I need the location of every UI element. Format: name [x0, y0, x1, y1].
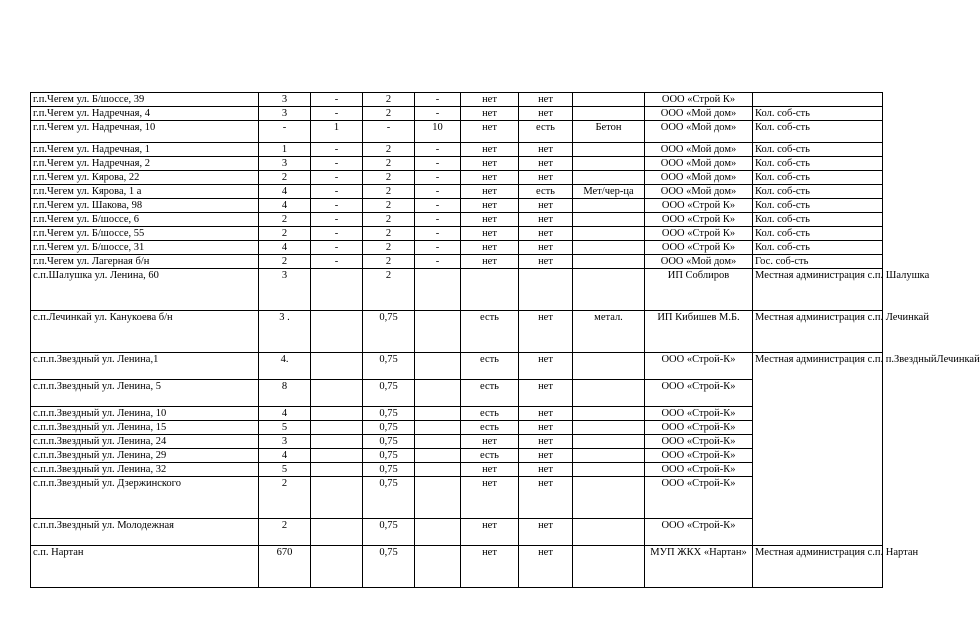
- ownership-cell: Кол. соб-сть: [753, 171, 883, 185]
- address-cell: г.п.Чегем ул. Надречная, 2: [31, 157, 259, 171]
- material-cell: [573, 519, 645, 546]
- value-cell: нет: [461, 213, 519, 227]
- address-cell: с.п.п.Звездный ул. Ленина, 10: [31, 407, 259, 421]
- value-cell: -: [311, 157, 363, 171]
- value-cell: 2: [363, 93, 415, 107]
- value-cell: есть: [461, 311, 519, 353]
- value-cell: нет: [461, 546, 519, 588]
- value-cell: 1: [259, 143, 311, 157]
- material-cell: [573, 227, 645, 241]
- address-cell: г.п.Чегем ул. Б/шоссе, 6: [31, 213, 259, 227]
- value-cell: 2: [363, 107, 415, 121]
- material-cell: [573, 241, 645, 255]
- value-cell: нет: [519, 157, 573, 171]
- operator-cell: ООО «Строй-К»: [645, 435, 753, 449]
- value-cell: есть: [461, 421, 519, 435]
- value-cell: -: [415, 213, 461, 227]
- material-cell: [573, 199, 645, 213]
- value-cell: нет: [519, 227, 573, 241]
- value-cell: 2: [259, 171, 311, 185]
- value-cell: -: [311, 107, 363, 121]
- value-cell: 2: [259, 227, 311, 241]
- value-cell: 2: [363, 269, 415, 311]
- value-cell: 2: [259, 519, 311, 546]
- value-cell: нет: [461, 477, 519, 519]
- value-cell: -: [311, 227, 363, 241]
- value-cell: нет: [461, 199, 519, 213]
- value-cell: нет: [461, 241, 519, 255]
- value-cell: нет: [519, 199, 573, 213]
- value-cell: 0,75: [363, 519, 415, 546]
- value-cell: нет: [519, 519, 573, 546]
- value-cell: 0,75: [363, 421, 415, 435]
- value-cell: [311, 546, 363, 588]
- material-cell: [573, 157, 645, 171]
- value-cell: [311, 463, 363, 477]
- address-cell: с.п.п.Звездный ул. Молодежная: [31, 519, 259, 546]
- value-cell: 3: [259, 93, 311, 107]
- value-cell: нет: [519, 255, 573, 269]
- value-cell: -: [311, 171, 363, 185]
- address-cell: г.п.Чегем ул. Надречная, 1: [31, 143, 259, 157]
- operator-cell: ООО «Мой дом»: [645, 107, 753, 121]
- operator-cell: ООО «Строй-К»: [645, 449, 753, 463]
- value-cell: [311, 449, 363, 463]
- value-cell: нет: [461, 171, 519, 185]
- ownership-cell: Кол. соб-сть: [753, 227, 883, 241]
- value-cell: -: [415, 199, 461, 213]
- value-cell: [311, 407, 363, 421]
- material-cell: [573, 477, 645, 519]
- value-cell: нет: [519, 421, 573, 435]
- address-cell: с.п.п.Звездный ул. Ленина, 24: [31, 435, 259, 449]
- value-cell: 4: [259, 185, 311, 199]
- value-cell: -: [415, 143, 461, 157]
- value-cell: нет: [519, 93, 573, 107]
- ownership-cell: Кол. соб-сть: [753, 143, 883, 157]
- value-cell: 2: [259, 477, 311, 519]
- address-cell: г.п.Чегем ул. Лагерная б/н: [31, 255, 259, 269]
- value-cell: 3: [259, 435, 311, 449]
- value-cell: [415, 449, 461, 463]
- material-cell: [573, 213, 645, 227]
- material-cell: [573, 255, 645, 269]
- value-cell: [415, 519, 461, 546]
- address-cell: г.п.Чегем ул. Б/шоссе, 55: [31, 227, 259, 241]
- value-cell: [311, 311, 363, 353]
- operator-cell: ООО «Мой дом»: [645, 143, 753, 157]
- value-cell: [311, 421, 363, 435]
- value-cell: -: [415, 185, 461, 199]
- table-row: [31, 255, 883, 269]
- value-cell: 4: [259, 407, 311, 421]
- material-cell: [573, 269, 645, 311]
- ownership-cell: Гос. соб-сть: [753, 255, 883, 269]
- value-cell: 0,75: [363, 353, 415, 380]
- ownership-cell: Местная администрация с.п. Шалушка: [753, 269, 883, 311]
- address-cell: с.п.Шалушка ул. Ленина, 60: [31, 269, 259, 311]
- address-cell: с.п.Лечинкай ул. Канукоева б/н: [31, 311, 259, 353]
- value-cell: 670: [259, 546, 311, 588]
- value-cell: [311, 380, 363, 407]
- value-cell: [311, 353, 363, 380]
- material-cell: метал.: [573, 311, 645, 353]
- material-cell: Мет/чер-ца: [573, 185, 645, 199]
- value-cell: 2: [363, 171, 415, 185]
- value-cell: 5: [259, 463, 311, 477]
- operator-cell: ООО «Строй-К»: [645, 463, 753, 477]
- value-cell: 8: [259, 380, 311, 407]
- operator-cell: ООО «Строй-К»: [645, 519, 753, 546]
- operator-cell: ООО «Строй К»: [645, 227, 753, 241]
- value-cell: нет: [519, 463, 573, 477]
- value-cell: нет: [461, 519, 519, 546]
- ownership-cell: Кол. соб-сть: [753, 121, 883, 143]
- value-cell: 0,75: [363, 407, 415, 421]
- value-cell: [415, 477, 461, 519]
- value-cell: 2: [363, 255, 415, 269]
- value-cell: [415, 463, 461, 477]
- value-cell: -: [415, 227, 461, 241]
- value-cell: нет: [461, 185, 519, 199]
- value-cell: нет: [519, 213, 573, 227]
- table-row: [31, 107, 883, 121]
- value-cell: [519, 269, 573, 311]
- value-cell: 2: [363, 241, 415, 255]
- address-cell: с.п. Нартан: [31, 546, 259, 588]
- value-cell: [311, 269, 363, 311]
- value-cell: -: [363, 121, 415, 143]
- operator-cell: ООО «Строй-К»: [645, 380, 753, 407]
- value-cell: -: [311, 93, 363, 107]
- material-cell: [573, 353, 645, 380]
- operator-cell: ООО «Строй-К»: [645, 421, 753, 435]
- value-cell: -: [311, 185, 363, 199]
- value-cell: 3: [259, 269, 311, 311]
- ownership-cell: Местная администрация с.п. Лечинкай: [753, 311, 883, 353]
- value-cell: -: [415, 157, 461, 171]
- value-cell: нет: [461, 107, 519, 121]
- value-cell: 1: [311, 121, 363, 143]
- value-cell: [415, 407, 461, 421]
- value-cell: нет: [519, 546, 573, 588]
- value-cell: [311, 519, 363, 546]
- value-cell: есть: [461, 407, 519, 421]
- table-row: [31, 171, 883, 185]
- value-cell: -: [415, 107, 461, 121]
- value-cell: 2: [363, 157, 415, 171]
- value-cell: 4.: [259, 353, 311, 380]
- address-cell: с.п.п.Звездный ул. Ленина, 15: [31, 421, 259, 435]
- value-cell: нет: [519, 143, 573, 157]
- value-cell: нет: [519, 380, 573, 407]
- value-cell: 10: [415, 121, 461, 143]
- table-row: [31, 213, 883, 227]
- operator-cell: МУП ЖКХ «Нартан»: [645, 546, 753, 588]
- ownership-cell: Кол. соб-сть: [753, 185, 883, 199]
- value-cell: -: [311, 143, 363, 157]
- value-cell: есть: [519, 185, 573, 199]
- ownership-cell: Местная администрация с.п. п.ЗвездныйЛечинкай: [753, 353, 883, 546]
- value-cell: -: [415, 241, 461, 255]
- value-cell: [415, 311, 461, 353]
- address-cell: г.п.Чегем ул. Надречная, 10: [31, 121, 259, 143]
- material-cell: [573, 93, 645, 107]
- material-cell: [573, 435, 645, 449]
- address-cell: с.п.п.Звездный ул. Дзержинского: [31, 477, 259, 519]
- value-cell: 0,75: [363, 435, 415, 449]
- operator-cell: ИП Кибишев М.Б.: [645, 311, 753, 353]
- value-cell: 0,75: [363, 311, 415, 353]
- value-cell: [461, 269, 519, 311]
- value-cell: есть: [461, 449, 519, 463]
- address-cell: с.п.п.Звездный ул. Ленина, 5: [31, 380, 259, 407]
- operator-cell: ООО «Мой дом»: [645, 255, 753, 269]
- value-cell: 0,75: [363, 546, 415, 588]
- operator-cell: ООО «Мой дом»: [645, 157, 753, 171]
- material-cell: [573, 449, 645, 463]
- value-cell: нет: [519, 311, 573, 353]
- table-row: [31, 199, 883, 213]
- table-row: [31, 353, 883, 380]
- value-cell: 4: [259, 449, 311, 463]
- operator-cell: ООО «Строй К»: [645, 199, 753, 213]
- value-cell: нет: [461, 463, 519, 477]
- value-cell: [415, 353, 461, 380]
- housing-table: [30, 92, 980, 588]
- value-cell: 2: [363, 199, 415, 213]
- material-cell: [573, 143, 645, 157]
- address-cell: г.п.Чегем ул. Кярова, 22: [31, 171, 259, 185]
- ownership-cell: Кол. соб-сть: [753, 241, 883, 255]
- operator-cell: ООО «Строй-К»: [645, 477, 753, 519]
- value-cell: 4: [259, 199, 311, 213]
- value-cell: -: [259, 121, 311, 143]
- address-cell: г.п.Чегем ул. Надречная, 4: [31, 107, 259, 121]
- table-row: [31, 269, 883, 311]
- material-cell: [573, 463, 645, 477]
- value-cell: нет: [519, 241, 573, 255]
- value-cell: [311, 477, 363, 519]
- value-cell: нет: [461, 227, 519, 241]
- address-cell: с.п.п.Звездный ул. Ленина, 32: [31, 463, 259, 477]
- value-cell: [415, 435, 461, 449]
- value-cell: 2: [363, 227, 415, 241]
- material-cell: [573, 171, 645, 185]
- value-cell: 0,75: [363, 477, 415, 519]
- value-cell: 3: [259, 107, 311, 121]
- value-cell: -: [311, 199, 363, 213]
- value-cell: нет: [519, 107, 573, 121]
- value-cell: 3 .: [259, 311, 311, 353]
- address-cell: г.п.Чегем ул. Б/шоссе, 39: [31, 93, 259, 107]
- value-cell: -: [311, 241, 363, 255]
- value-cell: нет: [461, 93, 519, 107]
- operator-cell: ИП Соблиров: [645, 269, 753, 311]
- ownership-cell: Кол. соб-сть: [753, 213, 883, 227]
- value-cell: -: [415, 171, 461, 185]
- operator-cell: ООО «Строй К»: [645, 213, 753, 227]
- address-cell: г.п.Чегем ул. Шакова, 98: [31, 199, 259, 213]
- value-cell: 0,75: [363, 463, 415, 477]
- material-cell: [573, 407, 645, 421]
- value-cell: нет: [461, 143, 519, 157]
- value-cell: нет: [519, 449, 573, 463]
- value-cell: [311, 435, 363, 449]
- value-cell: нет: [461, 435, 519, 449]
- value-cell: есть: [461, 353, 519, 380]
- value-cell: [415, 546, 461, 588]
- operator-cell: ООО «Строй-К»: [645, 353, 753, 380]
- value-cell: 0,75: [363, 449, 415, 463]
- address-cell: с.п.п.Звездный ул. Ленина, 29: [31, 449, 259, 463]
- value-cell: 5: [259, 421, 311, 435]
- value-cell: 2: [259, 213, 311, 227]
- table-row: [31, 157, 883, 171]
- value-cell: 3: [259, 157, 311, 171]
- table-row: [31, 311, 883, 353]
- material-cell: Бетон: [573, 121, 645, 143]
- value-cell: -: [311, 255, 363, 269]
- value-cell: нет: [461, 121, 519, 143]
- value-cell: нет: [519, 171, 573, 185]
- ownership-cell: Кол. соб-сть: [753, 107, 883, 121]
- value-cell: 2: [363, 213, 415, 227]
- ownership-cell: [753, 93, 883, 107]
- value-cell: есть: [519, 121, 573, 143]
- value-cell: нет: [461, 157, 519, 171]
- value-cell: нет: [519, 407, 573, 421]
- table-row: [31, 143, 883, 157]
- value-cell: [415, 421, 461, 435]
- operator-cell: ООО «Строй-К»: [645, 407, 753, 421]
- table-row: [31, 227, 883, 241]
- value-cell: нет: [519, 435, 573, 449]
- value-cell: [415, 269, 461, 311]
- table-row: [31, 546, 883, 588]
- value-cell: [415, 380, 461, 407]
- value-cell: нет: [519, 477, 573, 519]
- ownership-cell: Кол. соб-сть: [753, 157, 883, 171]
- value-cell: -: [415, 93, 461, 107]
- value-cell: 0,75: [363, 380, 415, 407]
- operator-cell: ООО «Строй К»: [645, 241, 753, 255]
- material-cell: [573, 107, 645, 121]
- ownership-cell: Кол. соб-сть: [753, 199, 883, 213]
- value-cell: нет: [461, 255, 519, 269]
- table-row: [31, 185, 883, 199]
- address-cell: г.п.Чегем ул. Б/шоссе, 31: [31, 241, 259, 255]
- operator-cell: ООО «Мой дом»: [645, 121, 753, 143]
- value-cell: 2: [363, 185, 415, 199]
- address-cell: г.п.Чегем ул. Кярова, 1 а: [31, 185, 259, 199]
- value-cell: 2: [363, 143, 415, 157]
- operator-cell: ООО «Мой дом»: [645, 171, 753, 185]
- operator-cell: ООО «Мой дом»: [645, 185, 753, 199]
- material-cell: [573, 421, 645, 435]
- value-cell: 2: [259, 255, 311, 269]
- material-cell: [573, 546, 645, 588]
- value-cell: есть: [461, 380, 519, 407]
- table-row: [31, 93, 883, 107]
- value-cell: -: [415, 255, 461, 269]
- operator-cell: ООО «Строй К»: [645, 93, 753, 107]
- table-row: [31, 121, 883, 143]
- table-row: [31, 241, 883, 255]
- value-cell: 4: [259, 241, 311, 255]
- ownership-cell: Местная администрация с.п. Нартан: [753, 546, 883, 588]
- value-cell: -: [311, 213, 363, 227]
- address-cell: с.п.п.Звездный ул. Ленина,1: [31, 353, 259, 380]
- material-cell: [573, 380, 645, 407]
- value-cell: нет: [519, 353, 573, 380]
